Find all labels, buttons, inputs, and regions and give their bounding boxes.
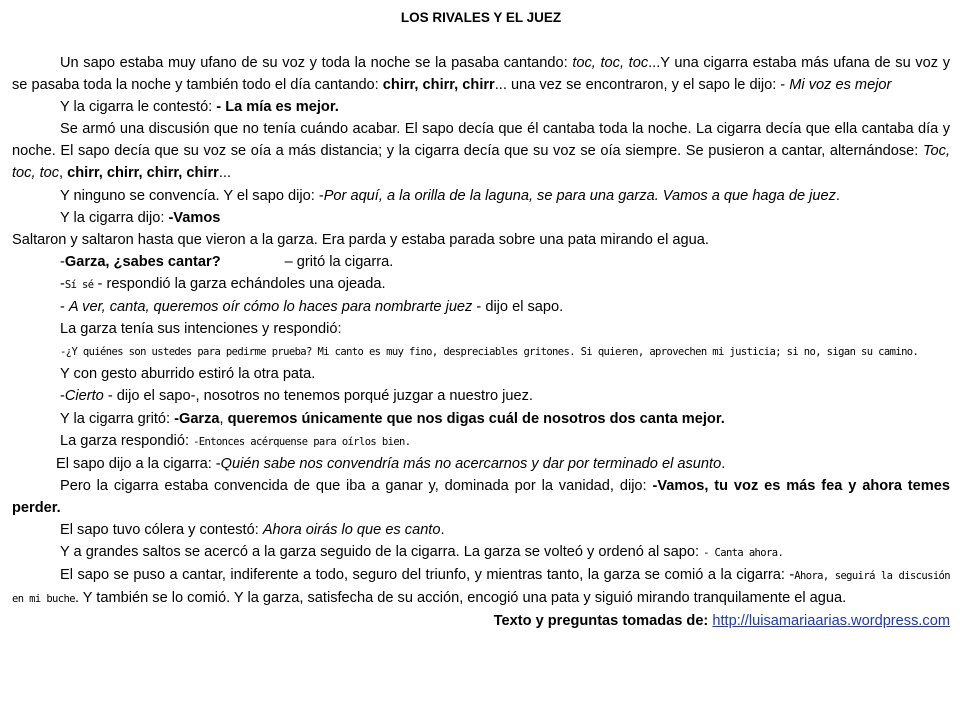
text-run-bold: - La mía es mejor. bbox=[216, 99, 339, 116]
text-run-italic: Por aquí, a la orilla de la laguna, se para una garza. Vamos a que haga de juez bbox=[323, 187, 836, 204]
paragraph-13 bbox=[12, 385, 950, 407]
text-run: La garza respondió: bbox=[60, 432, 194, 449]
source-label: Texto y preguntas tomadas de: bbox=[493, 613, 713, 630]
text-run: ...Y una cigarra estaba más ufana de su voz y se pasaba toda la noche y también todo el día cantando: bbox=[12, 55, 951, 94]
text-run-bold: chirr, chirr, chirr bbox=[382, 77, 495, 94]
text-run-italic: A ver, canta, queremos oír cómo lo haces para nombrarte juez bbox=[68, 299, 473, 316]
paragraph-7 bbox=[12, 251, 950, 273]
text-run-narrow: Sí sé bbox=[64, 278, 94, 291]
text-run: Se armó una discusión que no tenía cuándo acabar. El sapo decía que él cantaba toda la noche. La cigarra decía que ella cantaba día y noche. El sapo decía que su voz se oía a más distancia; y la cigarra decía que su voz se oía siempre. Se pusieron a cantar, alternándose: bbox=[12, 121, 950, 160]
text-run-narrow: Ahora, seguirá la discusión en mi buche bbox=[12, 570, 950, 606]
text-run-italic: Mi voz es mejor bbox=[789, 77, 892, 94]
text-run: , bbox=[59, 165, 68, 182]
text-run: Y ninguno se convencía. Y el sapo dijo: - bbox=[60, 187, 324, 204]
text-run-narrow: -¿Y quiénes son ustedes para pedirme prueba? Mi canto es muy fino, despreciables gritones. Si quieren, aprovechen mi justicia; si no, sigan su camino. bbox=[60, 346, 919, 359]
text-run-italic: Toc, toc, toc bbox=[12, 143, 950, 182]
text-run: , bbox=[219, 410, 228, 427]
text-run: - dijo el sapo. bbox=[472, 299, 564, 316]
text-run: ... una vez se encontraron, y el sapo le dijo: - bbox=[494, 77, 790, 94]
text-run: ... bbox=[218, 165, 232, 182]
paragraph-12: Y con gesto aburrido estiró la otra pata. bbox=[60, 366, 316, 383]
paragraph-14 bbox=[12, 408, 950, 430]
text-run: . Y también se lo comió. Y la garza, satisfecha de su acción, encogió una pata y siguió mirando tranquilamente el agua. bbox=[74, 590, 847, 607]
text-run-bold: chirr, chirr, chirr, chirr bbox=[67, 165, 219, 182]
paragraph-11 bbox=[12, 340, 950, 363]
text-run: . bbox=[721, 455, 726, 472]
text-run: - respondió la garza echándoles una ojeada. bbox=[93, 275, 386, 292]
text-run: Un sapo estaba muy ufano de su voz y toda la noche se la pasaba cantando: bbox=[60, 55, 573, 71]
text-run: Y la cigarra le contestó: bbox=[60, 99, 217, 116]
text-run-bold: -Vamos, tu voz es más fea y ahora temes perder. bbox=[12, 477, 950, 516]
paragraph-20 bbox=[12, 564, 950, 610]
text-run: Y la cigarra dijo: bbox=[60, 209, 169, 226]
paragraph-19 bbox=[12, 541, 950, 564]
paragraph-8 bbox=[12, 273, 950, 296]
text-run-italic: toc, toc, toc bbox=[572, 55, 649, 71]
text-run-narrow: - Canta ahora. bbox=[703, 547, 784, 560]
text-run-bold: Garza, ¿sabes cantar? bbox=[64, 253, 221, 270]
source-credit bbox=[12, 610, 950, 632]
text-run: Pero la cigarra estaba convencida de que iba a ganar y, dominada por la vanidad, dijo: bbox=[60, 477, 653, 494]
paragraph-15 bbox=[12, 430, 950, 453]
text-run-bold: queremos únicamente que nos digas cuál de nosotros dos canta mejor. bbox=[227, 410, 725, 427]
paragraph-5 bbox=[12, 207, 950, 229]
paragraph-10: La garza tenía sus intenciones y respondió: bbox=[60, 321, 342, 338]
paragraph-18 bbox=[12, 519, 950, 541]
paragraph-6: Saltaron y saltaron hasta que vieron a la garza. Era parda y estaba parada sobre una pata mirando el agua. bbox=[12, 231, 709, 248]
paragraph-1 bbox=[12, 52, 950, 96]
text-run: Y la cigarra gritó: bbox=[60, 410, 175, 427]
paragraph-17 bbox=[12, 475, 950, 519]
text-run: – gritó la cigarra. bbox=[284, 253, 394, 270]
text-run-narrow: -Entonces acérquense para oírlos bien. bbox=[193, 435, 411, 448]
text-run: . bbox=[835, 187, 840, 204]
text-run-italic: Cierto bbox=[64, 388, 104, 405]
story-title: LOS RIVALES Y EL JUEZ bbox=[400, 10, 562, 25]
text-run: - bbox=[60, 275, 65, 292]
paragraph-2 bbox=[12, 96, 950, 118]
paragraph-9 bbox=[12, 296, 950, 318]
text-run: El sapo tuvo cólera y contestó: bbox=[60, 521, 263, 538]
text-run-bold: -Garza bbox=[174, 410, 220, 427]
text-run: El sapo dijo a la cigarra: - bbox=[56, 455, 221, 472]
text-run: Y a grandes saltos se acercó a la garza seguido de la cigarra. La garza se volteó y ordenó al sapo: bbox=[60, 544, 704, 561]
text-run: El sapo se puso a cantar, indiferente a todo, seguro del triunfo, y mientras tanto, la garza se comió a la cigarra: - bbox=[60, 567, 795, 584]
text-run-italic: Ahora oirás lo que es canto bbox=[262, 521, 441, 538]
paragraph-4 bbox=[12, 185, 950, 207]
paragraph-3 bbox=[12, 118, 950, 184]
text-run-italic: Quién sabe nos convendría más no acercarnos y dar por terminado el asunto bbox=[220, 455, 722, 472]
source-link[interactable]: http://luisamariaarias.wordpress.com bbox=[712, 613, 950, 630]
text-run: - bbox=[60, 253, 65, 270]
text-run-bold: -Vamos bbox=[168, 209, 221, 226]
text-run: - bbox=[60, 388, 65, 405]
text-run: - bbox=[60, 299, 69, 316]
text-run: - dijo el sapo-, nosotros no tenemos porqué juzgar a nuestro juez. bbox=[103, 388, 533, 405]
text-run: . bbox=[440, 521, 445, 538]
paragraph-16 bbox=[12, 453, 950, 475]
